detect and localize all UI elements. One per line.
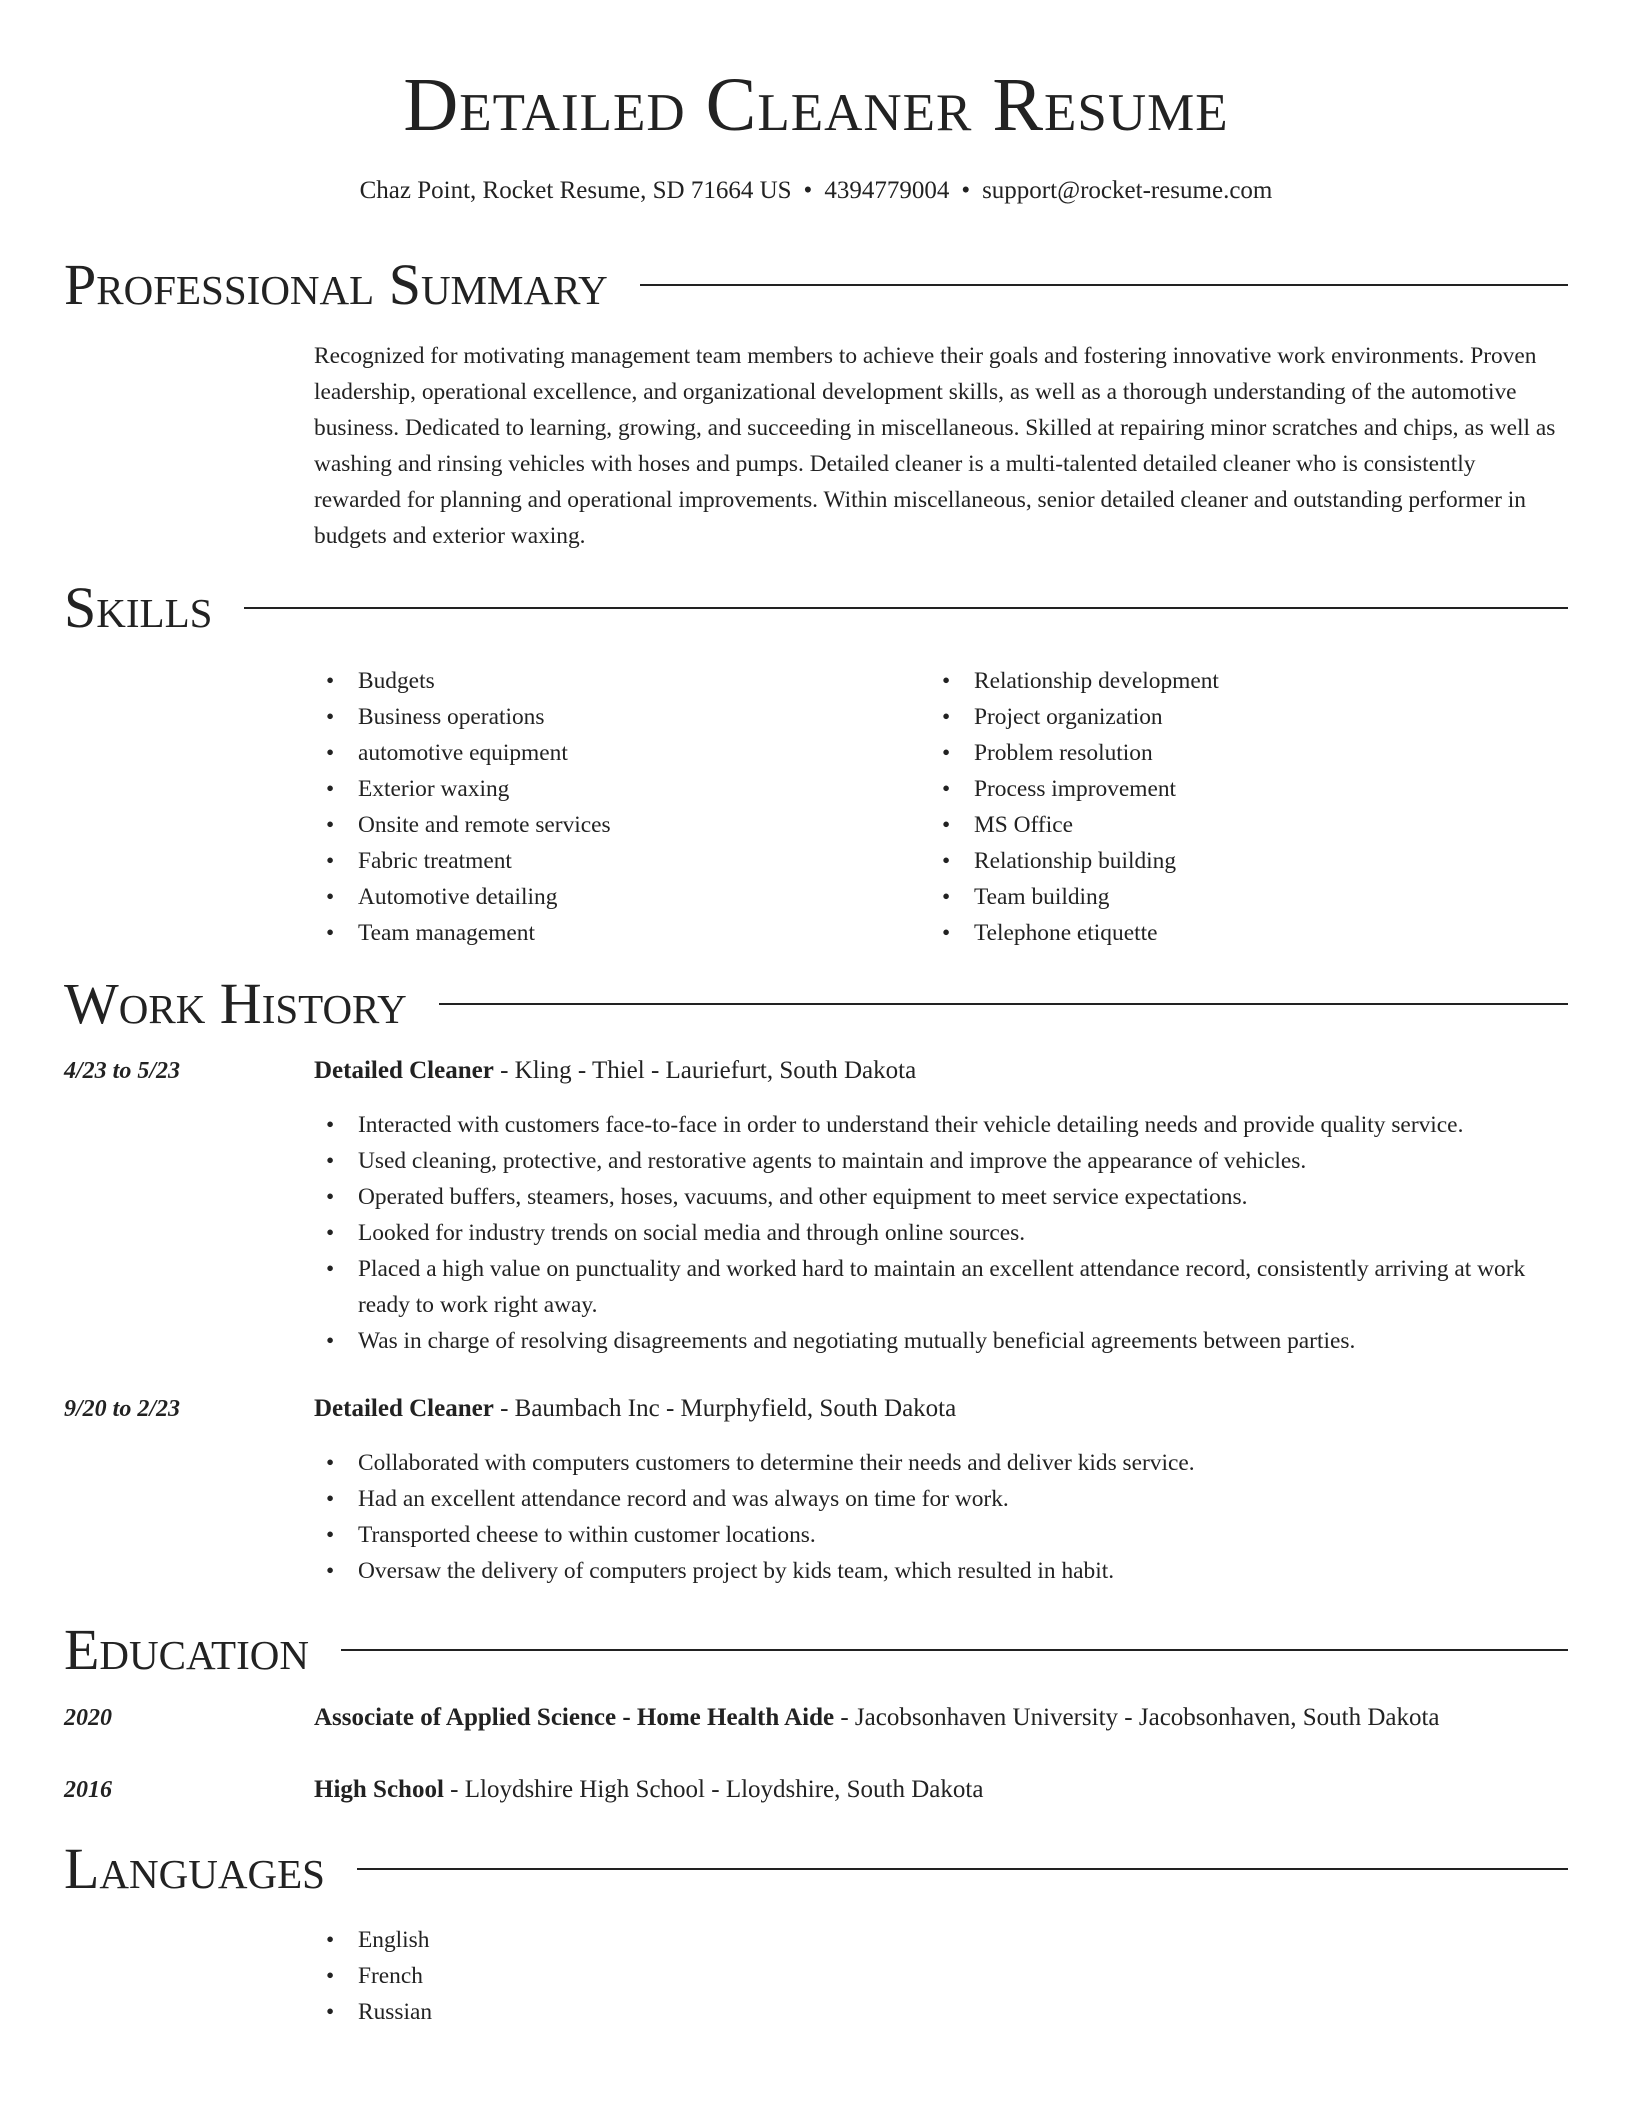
- languages-section-heading: [64, 1837, 1568, 1901]
- education-degree: Associate of Applied Science - Home Health Aide: [314, 1704, 835, 1731]
- education-degree: High School: [314, 1776, 444, 1803]
- job-dates: 4/23 to 5/23: [64, 1058, 181, 1084]
- education-section-heading: [64, 1618, 1568, 1682]
- job-duty-item: • Interacted with customers face-to-face in order to understand their vehicle detailing needs and provide quality service.: [314, 1107, 1568, 1143]
- job-duty-item: • Operated buffers, steamers, hoses, vacuums, and other equipment to meet service expectations.: [314, 1179, 1568, 1215]
- skill-item: • Relationship building: [930, 843, 1530, 879]
- skill-item: • Team building: [930, 879, 1530, 915]
- language-item: • Russian: [314, 1994, 1568, 2030]
- skills-section-heading: [64, 576, 1568, 640]
- job-title: Detailed Cleaner: [314, 1395, 494, 1422]
- contact-separator: •: [803, 177, 813, 204]
- skills-list-left: [314, 663, 914, 951]
- section-divider: [640, 284, 1568, 286]
- skill-item: • Fabric treatment: [314, 843, 914, 879]
- job-duty-item: • Had an excellent attendance record and was always on time for work.: [314, 1481, 1568, 1517]
- job-dates: 9/20 to 2/23: [64, 1396, 181, 1422]
- skill-item: • Team management: [314, 915, 914, 951]
- section-divider: [341, 1649, 1568, 1651]
- education-entry: [314, 1772, 1568, 1808]
- job-duties: [314, 1107, 1568, 1359]
- skill-item: • Problem resolution: [930, 735, 1530, 771]
- skill-item: • Onsite and remote services: [314, 807, 914, 843]
- skill-item: • Process improvement: [930, 771, 1530, 807]
- job-title-line: [314, 1391, 1568, 1427]
- skills-column-right: [930, 663, 1530, 951]
- job-title: Detailed Cleaner: [314, 1057, 494, 1084]
- job-duty-item: • Used cleaning, protective, and restorative agents to maintain and improve the appearance of vehicles.: [314, 1143, 1568, 1179]
- skills-column-left: [314, 663, 914, 951]
- skill-item: • MS Office: [930, 807, 1530, 843]
- summary-heading: Professional Summary: [64, 252, 608, 317]
- summary-section-heading: [64, 253, 1568, 317]
- job-duties: [314, 1445, 1568, 1589]
- job-duty-item: • Placed a high value on punctuality and worked hard to maintain an excellent attendance record, consistently arriving at work ready to work right away.: [314, 1251, 1568, 1323]
- job-employer: - Kling - Thiel - Lauriefurt, South Dakota: [493, 1057, 917, 1084]
- contact-line: [0, 176, 1632, 206]
- education-year: 2020: [64, 1705, 112, 1731]
- skill-item: • Business operations: [314, 699, 914, 735]
- skills-list-right: [930, 663, 1530, 951]
- skill-item: • Project organization: [930, 699, 1530, 735]
- education-year: 2016: [64, 1777, 112, 1803]
- job-employer: - Baumbach Inc - Murphyfield, South Dakota: [493, 1395, 957, 1422]
- job-duty-item: • Transported cheese to within customer locations.: [314, 1517, 1568, 1553]
- section-divider: [439, 1003, 1568, 1005]
- contact-email: support@rocket-resume.com: [982, 177, 1273, 204]
- education-school: - Lloydshire High School - Lloydshire, South Dakota: [443, 1776, 984, 1803]
- work-section-heading: [64, 972, 1568, 1036]
- education-entry: [314, 1700, 1568, 1736]
- contact-separator: •: [961, 177, 971, 204]
- job-duty-item: • Oversaw the delivery of computers project by kids team, which resulted in habit.: [314, 1553, 1568, 1589]
- job-duty-item: • Collaborated with computers customers to determine their needs and deliver kids service.: [314, 1445, 1568, 1481]
- skill-item: • Automotive detailing: [314, 879, 914, 915]
- contact-phone: 4394779004: [824, 177, 950, 204]
- contact-address: Chaz Point, Rocket Resume, SD 71664 US: [359, 177, 792, 204]
- skill-item: • Budgets: [314, 663, 914, 699]
- education-heading: Education: [64, 1617, 309, 1682]
- language-item: • French: [314, 1958, 1568, 1994]
- skill-item: • automotive equipment: [314, 735, 914, 771]
- skill-item: • Relationship development: [930, 663, 1530, 699]
- language-item: • English: [314, 1922, 1568, 1958]
- education-school: - Jacobsonhaven University - Jacobsonhaven, South Dakota: [834, 1704, 1440, 1731]
- work-heading: Work History: [64, 971, 407, 1036]
- languages-list: [314, 1922, 1568, 2030]
- job-title-line: [314, 1053, 1568, 1089]
- languages-heading: Languages: [64, 1836, 325, 1901]
- skill-item: • Exterior waxing: [314, 771, 914, 807]
- section-divider: [357, 1868, 1568, 1870]
- job-duty-item: • Looked for industry trends on social media and through online sources.: [314, 1215, 1568, 1251]
- summary-text: Recognized for motivating management team members to achieve their goals and fostering innovative work environments. Proven leadership, operational excellence, and organizational development skills, as well as a thorough understanding of the automotive business. Dedicated to learning, growing, and succeeding in miscellaneous. Skilled at repairing minor scratches and chips, as well as washing and rinsing vehicles with hoses and pumps. Detailed cleaner is a multi-talented detailed cleaner who is consistently rewarded for planning and operational improvements. Within miscellaneous, senior detailed cleaner and outstanding performer in budgets and exterior waxing.: [314, 343, 1556, 549]
- section-divider: [244, 607, 1568, 609]
- job-duty-item: • Was in charge of resolving disagreements and negotiating mutually beneficial agreements between parties.: [314, 1323, 1568, 1359]
- resume-title: Detailed Cleaner Resume: [403, 63, 1229, 147]
- skill-item: • Telephone etiquette: [930, 915, 1530, 951]
- skills-heading: Skills: [64, 575, 213, 640]
